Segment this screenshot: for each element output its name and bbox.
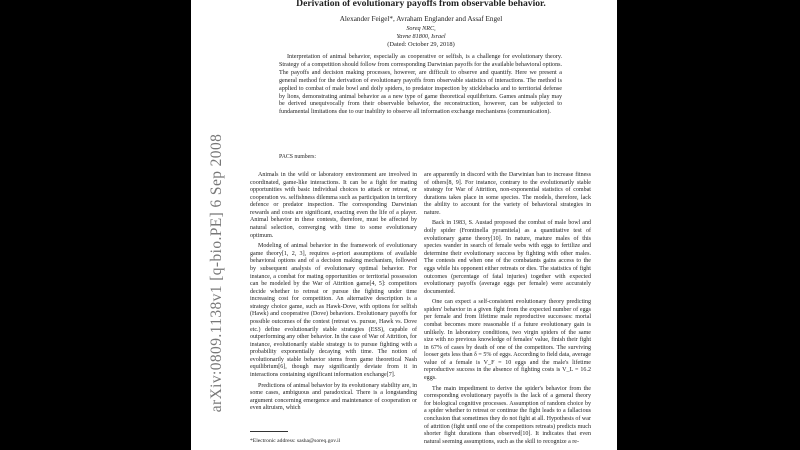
- pacs-numbers: PACS numbers:: [279, 154, 316, 160]
- arxiv-stamp: [200, 105, 234, 440]
- date-line: (Dated: October 29, 2018): [387, 41, 455, 48]
- body-paragraph: Animals in the wild or laboratory environment are involved in coordinated, game-like interactions. It can be a fight for mating opportunities with basic individual choices to attack or retreat, or cooperation vs. selfishness dilemma such as participation in territory defence or predator inspection. The corresponding Darwinian rewards and costs are significant, exacting even the life of a player. Animal behavior in these contests, therefore, must be affected by natural selection, converging with time to some evolutionary optimum.: [250, 172, 417, 239]
- paper-title: Derivation of evolutionary payoffs from observable behavior.: [296, 0, 546, 9]
- footnote: *Electronic address: sasha@soreq.gov.il: [250, 438, 341, 444]
- body-paragraph: The main impediment to derive the spider's behavior from the corresponding evolutionary payoffs is the lack of a general theory for biological cognitive processes. Assumption of random choice by a spider whether to retreat or continue the fight leads to a fallacious conclusion that sometimes they do not fight at all. Hypothesis of war of attrition (fight until one of the competitors retreats) predicts much shorter fight durations than observed[10]. It indicates that even natural seeming assumptions, such as the skill to recognize a re-: [424, 385, 591, 445]
- arxiv-id: arXiv:0809.1138v1 [q-bio.PE] 6 Sep 2008: [208, 133, 225, 412]
- body-paragraph: are apparently in discord with the Darwinian ban to increase fitness of others[8, 9]. For instance, contrary to the evolutionarily stable strategy for War of Attrition, non-exponential statistics of combat durations takes place in some species. The models, therefore, lack the ability to account for the variety of behavioral strategies in nature.: [424, 172, 591, 216]
- affiliation-line: Soreq NRC,: [406, 25, 436, 32]
- body-paragraph: One can expect a self-consistent evolutionary theory predicting spiders' behavior in a given fight from the expected number of eggs per female and from lifetime male reproductive successes: mortal combat becomes more reasonable if a future evolutionary gain is unlikely. In laboratory conditions, two virgin spiders of the same size with no previous knowledge of females' value, finish their fight in 67% of cases by death of one of the competitors. The surviving looser gets less than δ = 5% of eggs. According to field data, average value of a female is V_F = 10 eggs and the male's lifetime reproductive success in the absence of fighting costs is V_L = 16.2 eggs.: [424, 299, 591, 382]
- left-column: [250, 172, 417, 416]
- affiliation: [251, 25, 591, 41]
- body-paragraph: Modeling of animal behavior in the framework of evolutionary game theory[1, 2, 3], requires a-priori assumptions of available behavioral options and of a decision making mechanism, followed by subsequent analysis of evolutionary optimal behavior. For instance, a combat for mating opportunities or territorial possession can be modeled by the War of Attrition game[4, 5]: competitors decide whether to retreat or pursue the fighting under time increasing cost for competition. An alternative description is a strategy choice game, such as Hawk-Dove, with options for selfish (Hawk) and cooperative (Dove) behaviors. Evolutionary payoffs for possible outcomes of the contest (retreat vs. pursue, Hawk vs. Dove etc.) define evolutionarily stable strategies (ESS), capable of outperforming any other behavior. In the case of War of Attrition, for instance, evolutionarily stable strategy is to pursue fighting with a probability exponentially decaying with time. The notion of evolutionarily stable behavior stems from game theoretical Nash equilibrium[6], though may significantly deviate from it in interactions containing significant information exchange[7].: [250, 243, 417, 379]
- footnote-rule: [250, 431, 288, 432]
- body-paragraph: Predictions of animal behavior by its evolutionary stability are, in some cases, ambiguous and paradoxical. There is a longstanding argument concerning emergence and maintenance of cooperation or even altruism, which: [250, 382, 417, 412]
- affiliation-line: Yavne 81800, Israel: [396, 33, 446, 40]
- body-paragraph: Back in 1983, S. Austad proposed the combat of male bowl and doily spider (Frontinella pyramitela) as a quantitative test of evolutionary game theory[10]. In nature, mature males of this species wander in search of female webs with eggs to fertilize and determine their evolutionary success by fighting with other males. The contests end when one of the combatants gains access to the eggs while his opponent either retreats or dies. The statistics of fight outcomes (percentage of fatal injuries) together with expected evolutionary payoffs (average eggs per female) were accurately documented.: [424, 220, 591, 295]
- right-column: [424, 172, 591, 449]
- abstract: Interpretation of animal behavior, especially as cooperative or selfish, is a challenge for evolutionary theory. Strategy of a competition should follow from corresponding Darwinian payoffs for the available behavioral options. The payoffs and decision making processes, however, are difficult to observe and quantify. Here we present a general method for the derivation of evolutionary payoffs from observable statistics of interactions. The method is applied to combat of male bowl and doily spiders, to predator inspection by sticklebacks and to territorial defense by lions, demonstrating animal behavior as a new type of game theoretical equilibrium. Games animals play may be derived unequivocally from their observable behavior, the reconstruction, however, can be subjected to fundamental limitations due to our inability to observe all information exchange mechanisms (communication).: [279, 54, 563, 116]
- paper-page: [191, 0, 617, 450]
- author-list: Alexander Feigel*, Avraham Englander and Assaf Engel: [339, 15, 503, 23]
